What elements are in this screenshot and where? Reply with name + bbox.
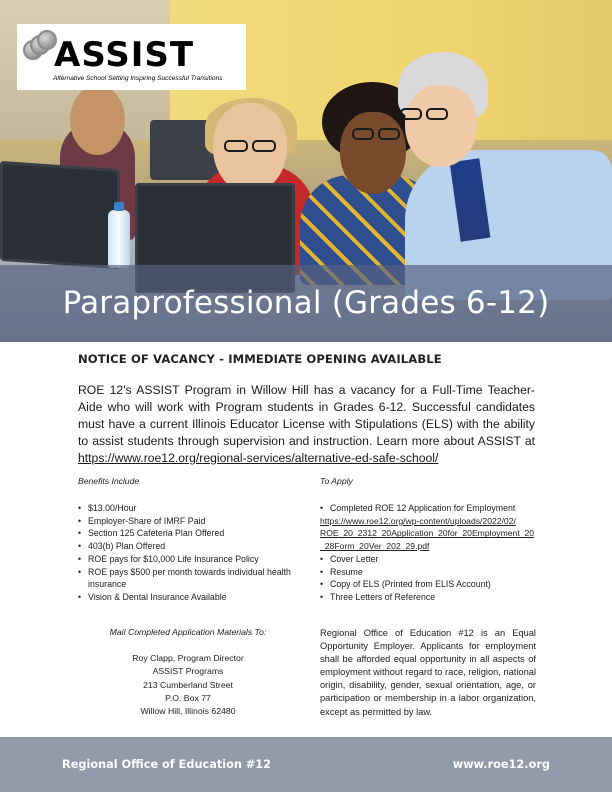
list-item: • Employer-Share of IMRF Paid <box>78 515 298 528</box>
assist-info-link[interactable]: https://www.roe12.org/regional-services/alternative-ed-safe-school/ <box>78 451 439 465</box>
intro-text: ROE 12's ASSIST Program in Willow Hill has a vacancy for a Full-Time Teacher-Aide who will work with Program students in Grades 6-12. Successful candidates must have a current Illinois Educator License with Stipulations (ELS) with the ability to assist students through supervision and instruction. Learn more about ASSIST at <box>78 383 535 448</box>
logo-wordmark: ASSIST <box>54 35 195 75</box>
list-item: • ROE pays for $10,000 Life Insurance Policy <box>78 553 298 566</box>
benefits-list <box>78 502 298 604</box>
mailing-heading: Mail Completed Application Materials To: <box>109 627 267 637</box>
glasses-icon <box>378 128 400 140</box>
glasses-icon <box>224 140 248 152</box>
address-line: 213 Cumberland Street <box>143 679 233 690</box>
mailing-address-section <box>78 627 298 718</box>
glasses-icon <box>400 108 422 120</box>
benefits-section <box>78 476 298 604</box>
teacher-head <box>405 85 477 167</box>
list-item: • ROE pays $500 per month towards individual health insurance <box>78 566 298 591</box>
logo-tagline: Alternative School Setting Inspiring Successful Transitions <box>53 75 223 82</box>
list-item: • Copy of ELS (Printed from ELIS Account) <box>320 578 538 591</box>
apply-heading: To Apply <box>320 476 353 486</box>
glasses-icon <box>252 140 276 152</box>
water-bottle-icon <box>108 210 130 268</box>
student-boy-head <box>340 112 406 194</box>
title-band <box>0 265 612 342</box>
computer-monitor-left <box>0 161 120 269</box>
student-background-head <box>70 85 125 155</box>
application-item: Completed ROE 12 Application for Employment <box>330 503 516 513</box>
assist-logo <box>17 24 246 90</box>
list-item: • Section 125 Cafeteria Plan Offered <box>78 527 298 540</box>
intro-paragraph <box>78 382 535 467</box>
address-line: P.O. Box 77 <box>165 692 211 703</box>
glasses-icon <box>352 128 374 140</box>
footer-website-link[interactable]: www.roe12.org <box>452 758 550 771</box>
apply-list <box>320 502 538 604</box>
application-form-link[interactable]: https://www.roe12.org/wp-content/uploads/2022/02/ ROE_20_2312_20Application_20for_20Employment_20 _28Form_20Ver_202_29.pdf <box>320 515 535 552</box>
list-item <box>320 502 538 553</box>
page-title: Paraprofessional (Grades 6-12) <box>62 285 550 321</box>
address-line: ASSIST Programs <box>152 666 224 677</box>
address-line: Willow Hill, Illinois 62480 <box>140 706 236 717</box>
footer-org-name: Regional Office of Education #12 <box>62 758 272 771</box>
list-item: • Resume <box>320 566 538 579</box>
apply-section <box>320 476 538 604</box>
benefits-heading: Benefits Include <box>78 476 140 486</box>
list-item: • $13.00/Hour <box>78 502 298 515</box>
vacancy-notice-heading: NOTICE OF VACANCY - IMMEDIATE OPENING AVAILABLE <box>78 352 442 366</box>
glasses-icon <box>426 108 448 120</box>
address-line: Roy Clapp, Program Director <box>132 653 244 663</box>
list-item: • 403(b) Plan Offered <box>78 540 298 553</box>
list-item: • Vision & Dental Insurance Available <box>78 591 298 604</box>
footer-bar <box>0 737 612 792</box>
list-item: • Three Letters of Reference <box>320 591 538 604</box>
equal-opportunity-statement: Regional Office of Education #12 is an Equal Opportunity Employer. Applicants for employment shall be afforded equal opportunity in all aspects of employment without regard to race, religion, national origin, disability, gender, sexual orientation, age, or participation or membership in a labor organization, except as permitted by law. <box>320 628 537 717</box>
list-item: • Cover Letter <box>320 553 538 566</box>
